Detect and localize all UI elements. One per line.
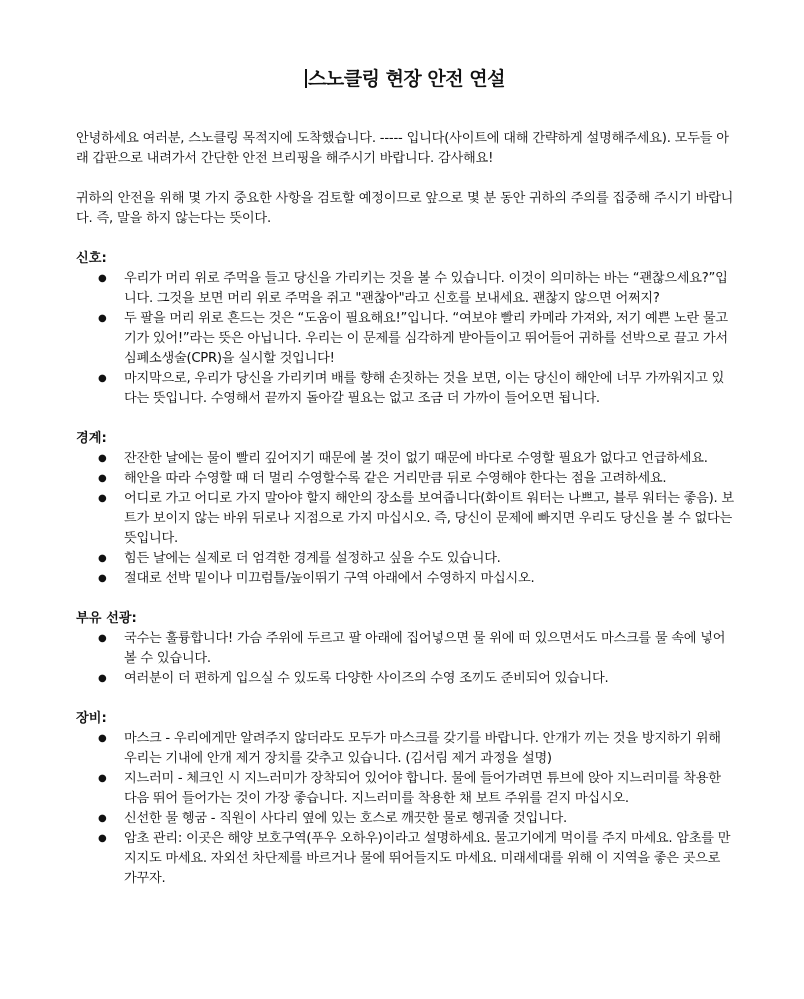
boundaries-list xyxy=(76,449,734,589)
list-item: ● 해안을 따라 수영할 때 더 멀리 수영할수록 같은 거리만큼 뒤로 수영해야 한다는 점을 고려하세요. xyxy=(124,469,734,489)
list-item: ● 마지막으로, 우리가 당신을 가리키며 배를 향해 손짓하는 것을 보면, 이는 당신이 해안에 너무 가까워지고 있다는 뜻입니다. 수영해서 끝까지 돌아갈 필요는 없고 조금 더 가까이 들어오면 됩니다. xyxy=(124,369,734,409)
list-item: ● 신선한 물 헹굼 - 직원이 사다리 옆에 있는 호스로 깨끗한 물로 헹궈줄 것입니다. xyxy=(124,809,734,829)
list-item: ● 힘든 날에는 실제로 더 엄격한 경계를 설정하고 싶을 수도 있습니다. xyxy=(124,549,734,569)
text-cursor-icon xyxy=(305,69,307,88)
signals-list xyxy=(76,269,734,409)
intro-paragraph-attention: 귀하의 안전을 위해 몇 가지 중요한 사항을 검토할 예정이므로 앞으로 몇 분 동안 귀하의 주의를 집중해 주시기 바랍니다. 즉, 말을 하지 않는다는 뜻이다. xyxy=(76,191,734,226)
list-item: ● 암초 관리: 이곳은 해양 보호구역(푸우 오하우)이라고 설명하세요. 물고기에게 먹이를 주지 마세요. 암초를 만지지도 마세요. 자외선 차단제를 바르거나 물에 뛰어들지도 마세요. 미래세대를 위해 이 지역을 좋은 곳으로 가꾸자. xyxy=(124,829,734,889)
section-equipment xyxy=(76,709,734,889)
section-flotation xyxy=(76,609,734,689)
section-heading-flotation: 부유 선광: xyxy=(76,611,137,626)
section-heading-signals: 신호: xyxy=(76,251,107,266)
list-item: ● 우리가 머리 위로 주먹을 들고 당신을 가리키는 것을 볼 수 있습니다. 이것이 의미하는 바는 “괜찮으세요?”입니다. 그것을 보면 머리 위로 주먹을 쥐고 "괜찮아"라고 신호를 보내세요. 괜찮지 않으면 어쩌지? xyxy=(124,269,734,309)
list-item: ● 마스크 - 우리에게만 알려주지 않더라도 모두가 마스크를 갖기를 바랍니다. 안개가 끼는 것을 방지하기 위해 우리는 기내에 안개 제거 장치를 갖추고 있습니다. (김서림 제거 과정을 설명) xyxy=(124,729,734,769)
equipment-list xyxy=(76,729,734,889)
list-item: ● 절대로 선박 밑이나 미끄럼틀/높이뛰기 구역 아래에서 수영하지 마십시오. xyxy=(124,569,734,589)
intro-paragraph-arrival: 안녕하세요 여러분, 스노클링 목적지에 도착했습니다. ----- 입니다(사이트에 대해 간략하게 설명해주세요). 모두들 아래 갑판으로 내려가서 간단한 안전 브리핑을 해주시기 바랍니다. 감사해요! xyxy=(76,131,729,166)
list-item: ● 지느러미 - 체크인 시 지느러미가 장착되어 있어야 합니다. 물에 들어가려면 튜브에 앉아 지느러미를 착용한 다음 뛰어 들어가는 것이 가장 좋습니다. 지느러미를 착용한 채 보트 주위를 걷지 마십시오. xyxy=(124,769,734,809)
list-item: ● 두 팔을 머리 위로 흔드는 것은 “도움이 필요해요!”입니다. “여보야 빨리 카메라 가져와, 저기 예쁜 노란 물고기가 있어!”라는 뜻은 아닙니다. 우리는 이 문제를 심각하게 받아들이고 뛰어들어 귀하를 선박으로 끌고 가서 심폐소생술(CPR)을 실시할 것입니다! xyxy=(124,309,734,369)
document-title: 스노클링 현장 안전 연설 xyxy=(308,68,505,90)
section-signals xyxy=(76,249,734,409)
list-item: ● 어디로 가고 어디로 가지 말아야 할지 해안의 장소를 보여줍니다(화이트 워터는 나쁘고, 블루 워터는 좋음). 보트가 보이지 않는 바위 뒤로나 지점으로 가지 마십시오. 즉, 당신이 문제에 빠지면 우리도 당신을 볼 수 없다는 뜻입니다. xyxy=(124,489,734,549)
flotation-list xyxy=(76,629,734,689)
list-item: ● 국수는 훌륭합니다! 가슴 주위에 두르고 팔 아래에 집어넣으면 물 위에 떠 있으면서도 마스크를 물 속에 넣어 볼 수 있습니다. xyxy=(124,629,734,669)
document-title-heading xyxy=(76,64,734,91)
list-item: ● 여러분이 더 편하게 입으실 수 있도록 다양한 사이즈의 수영 조끼도 준비되어 있습니다. xyxy=(124,669,734,689)
section-boundaries xyxy=(76,429,734,589)
section-heading-equipment: 장비: xyxy=(76,711,107,726)
list-item: ● 잔잔한 날에는 물이 빨리 깊어지기 때문에 볼 것이 없기 때문에 바다로 수영할 필요가 없다고 언급하세요. xyxy=(124,449,734,469)
section-heading-boundaries: 경계: xyxy=(76,431,107,446)
